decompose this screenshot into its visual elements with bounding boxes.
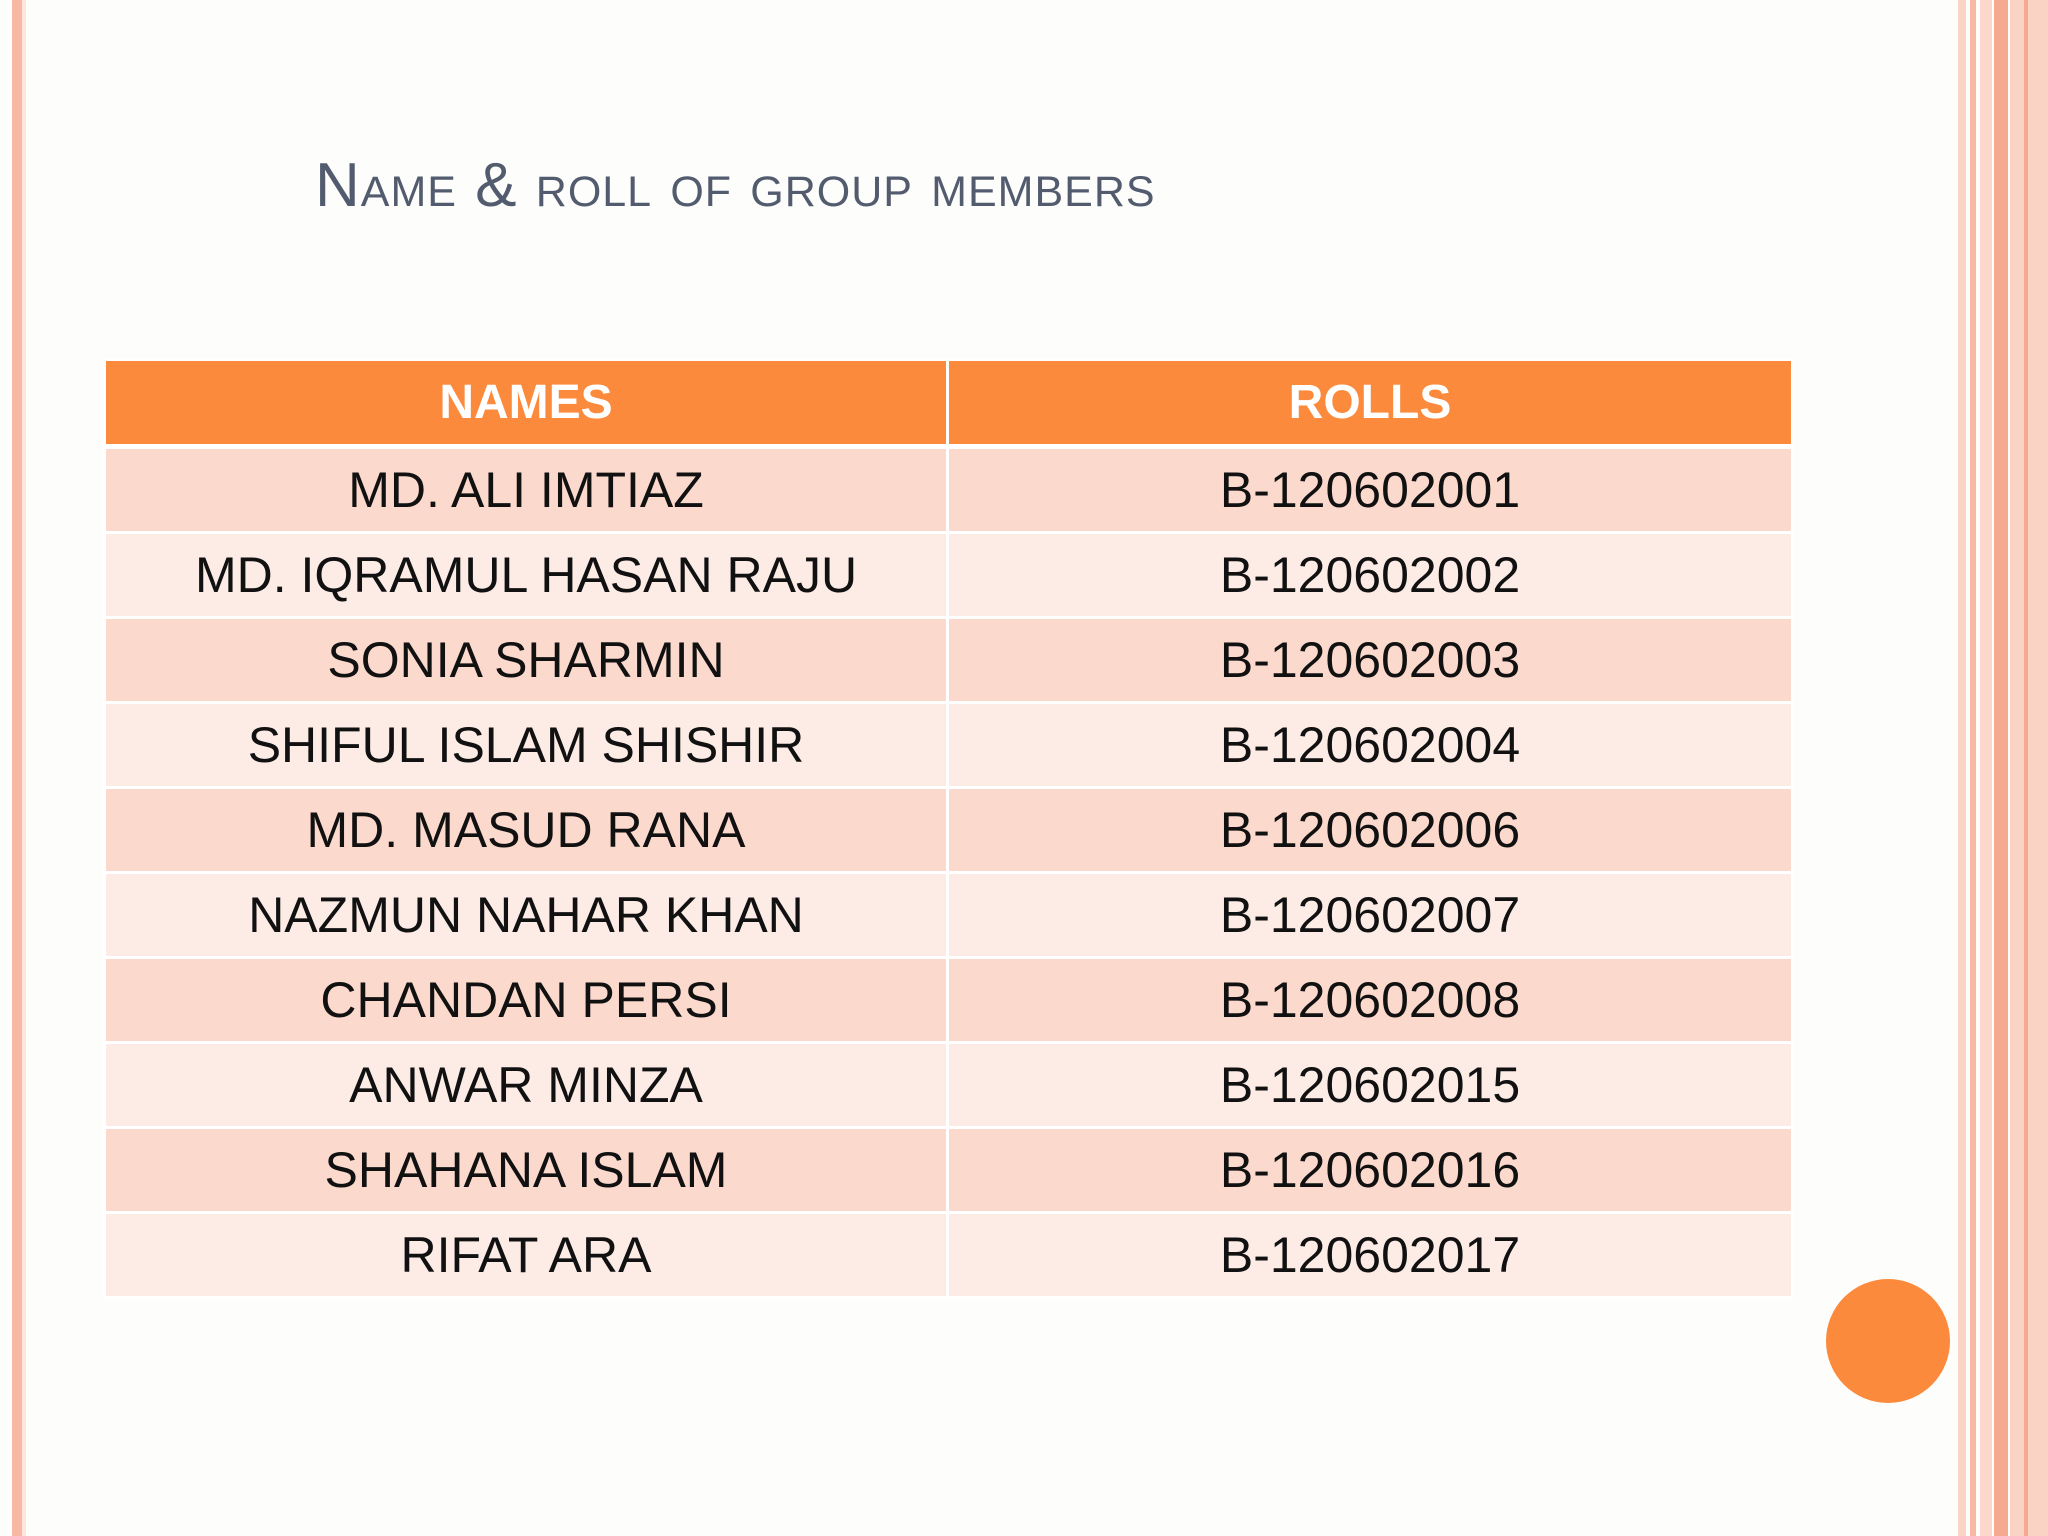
member-roll: B-120602016	[948, 1128, 1793, 1213]
members-table	[103, 358, 1794, 1299]
table-row	[105, 703, 1793, 788]
member-name: MD. IQRAMUL HASAN RAJU	[105, 533, 948, 618]
table-row	[105, 958, 1793, 1043]
names-column-header: NAMES	[105, 360, 948, 447]
member-name: NAZMUN NAHAR KHAN	[105, 873, 948, 958]
member-name: SONIA SHARMIN	[105, 618, 948, 703]
table-row	[105, 788, 1793, 873]
table-row	[105, 1043, 1793, 1128]
right-border-stripe	[1958, 0, 1966, 1536]
member-roll: B-120602001	[948, 447, 1793, 533]
table-row	[105, 1128, 1793, 1213]
member-roll: B-120602004	[948, 703, 1793, 788]
decorative-circle-icon	[1826, 1279, 1950, 1403]
left-border-stripe	[12, 0, 22, 1536]
left-border-stripe-inner	[22, 0, 26, 1536]
table-header-row	[105, 360, 1793, 447]
table-row	[105, 447, 1793, 533]
member-name: SHAHANA ISLAM	[105, 1128, 948, 1213]
member-name: MD. ALI IMTIAZ	[105, 447, 948, 533]
table-row	[105, 533, 1793, 618]
member-roll: B-120602015	[948, 1043, 1793, 1128]
member-name: RIFAT ARA	[105, 1213, 948, 1298]
member-name: SHIFUL ISLAM SHISHIR	[105, 703, 948, 788]
table-row	[105, 1213, 1793, 1298]
slide-title: Name & roll of group members	[315, 151, 1156, 220]
member-roll: B-120602008	[948, 958, 1793, 1043]
member-roll: B-120602006	[948, 788, 1793, 873]
member-roll: B-120602017	[948, 1213, 1793, 1298]
member-name: ANWAR MINZA	[105, 1043, 948, 1128]
right-border-stripe	[2024, 0, 2028, 1536]
member-roll: B-120602003	[948, 618, 1793, 703]
right-border-stripe	[1980, 0, 1992, 1536]
member-name: CHANDAN PERSI	[105, 958, 948, 1043]
member-name: MD. MASUD RANA	[105, 788, 948, 873]
member-roll: B-120602007	[948, 873, 1793, 958]
rolls-column-header: ROLLS	[948, 360, 1793, 447]
right-border-stripe	[1994, 0, 2008, 1536]
right-border-stripe	[2010, 0, 2048, 1536]
table-row	[105, 873, 1793, 958]
member-roll: B-120602002	[948, 533, 1793, 618]
table-row	[105, 618, 1793, 703]
right-border-stripe	[1970, 0, 1976, 1536]
